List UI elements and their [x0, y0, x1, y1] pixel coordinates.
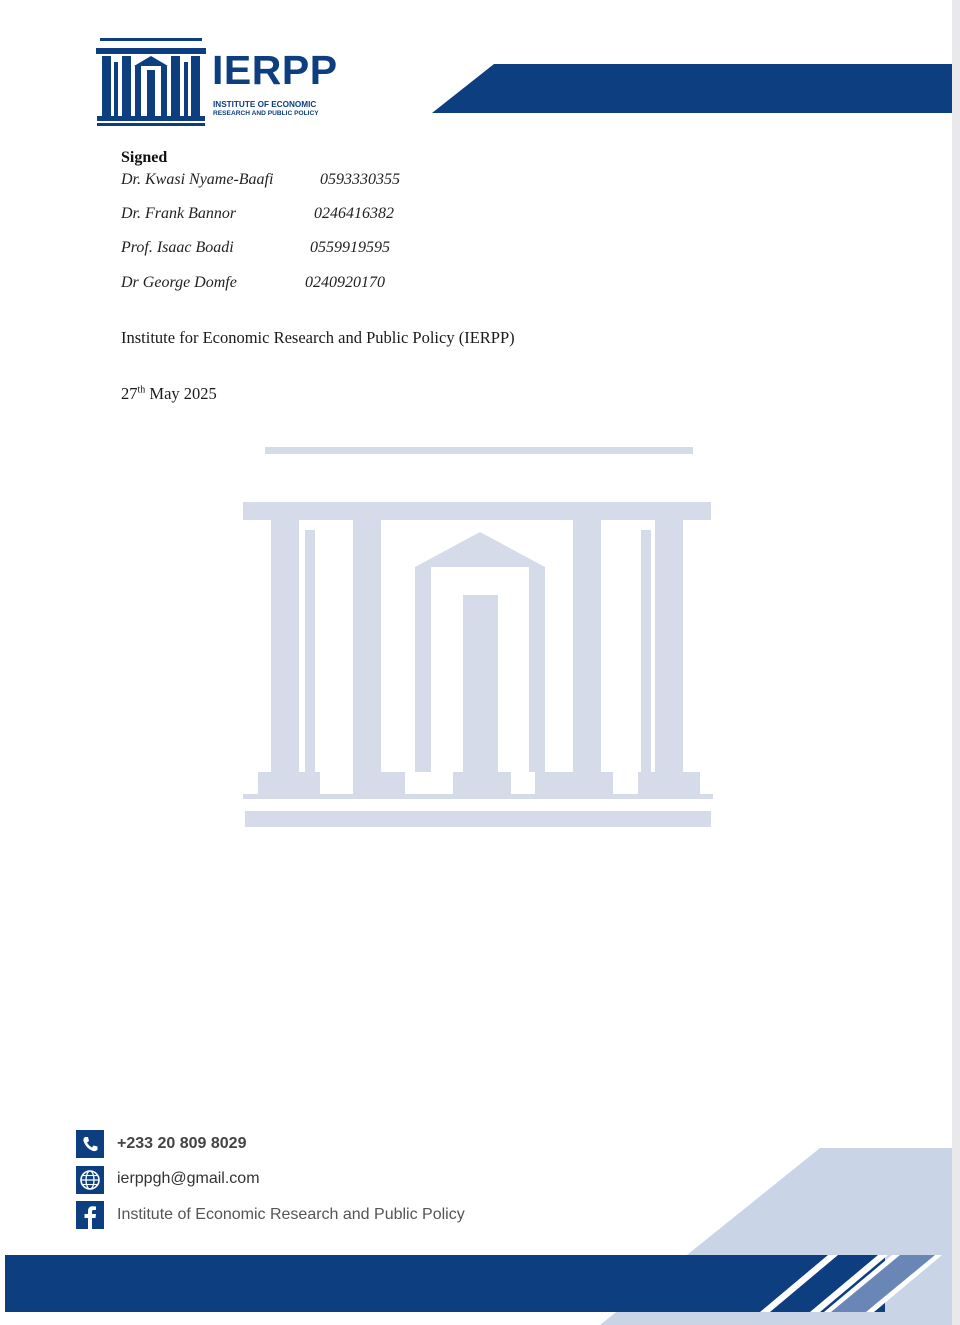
- date-suffix: th: [137, 384, 146, 396]
- letter-date: [121, 384, 217, 404]
- contact-email[interactable]: ierppgh@gmail.com: [117, 1170, 260, 1187]
- signatory-phone: 0246416382: [314, 205, 394, 222]
- ierpp-logo: [96, 36, 366, 131]
- date-month-year: May 2025: [145, 384, 217, 403]
- header-band: [432, 64, 952, 114]
- signatory-phone: 0593330355: [320, 171, 400, 188]
- signatory-phone: 0240920170: [305, 274, 385, 291]
- contact-phone: +233 20 809 8029: [117, 1135, 247, 1152]
- signatory-name: Dr. Kwasi Nyame-Baafi: [121, 171, 274, 188]
- institution-line: Institute for Economic Research and Public Policy (IERPP): [121, 328, 515, 347]
- signatory-name: Prof. Isaac Boadi: [121, 239, 234, 256]
- logo-subtitle-line1: INSTITUTE OF ECONOMIC: [213, 100, 317, 109]
- building-watermark-icon: [243, 445, 713, 830]
- signed-label: Signed: [121, 149, 168, 166]
- building-logo-icon: [96, 36, 206, 131]
- logo-subtitle: [213, 100, 373, 118]
- date-day: 27: [121, 384, 138, 403]
- signatory-name: Dr George Domfe: [121, 274, 237, 291]
- logo-wordmark: IERPP: [212, 47, 338, 93]
- signatory-name: Dr. Frank Bannor: [121, 205, 237, 222]
- footer-band: [0, 1148, 952, 1325]
- signatory-phone: 0559919595: [310, 239, 390, 256]
- logo-subtitle-line2: RESEARCH AND PUBLIC POLICY: [213, 110, 319, 117]
- contact-facebook[interactable]: Institute of Economic Research and Public Policy: [117, 1206, 465, 1223]
